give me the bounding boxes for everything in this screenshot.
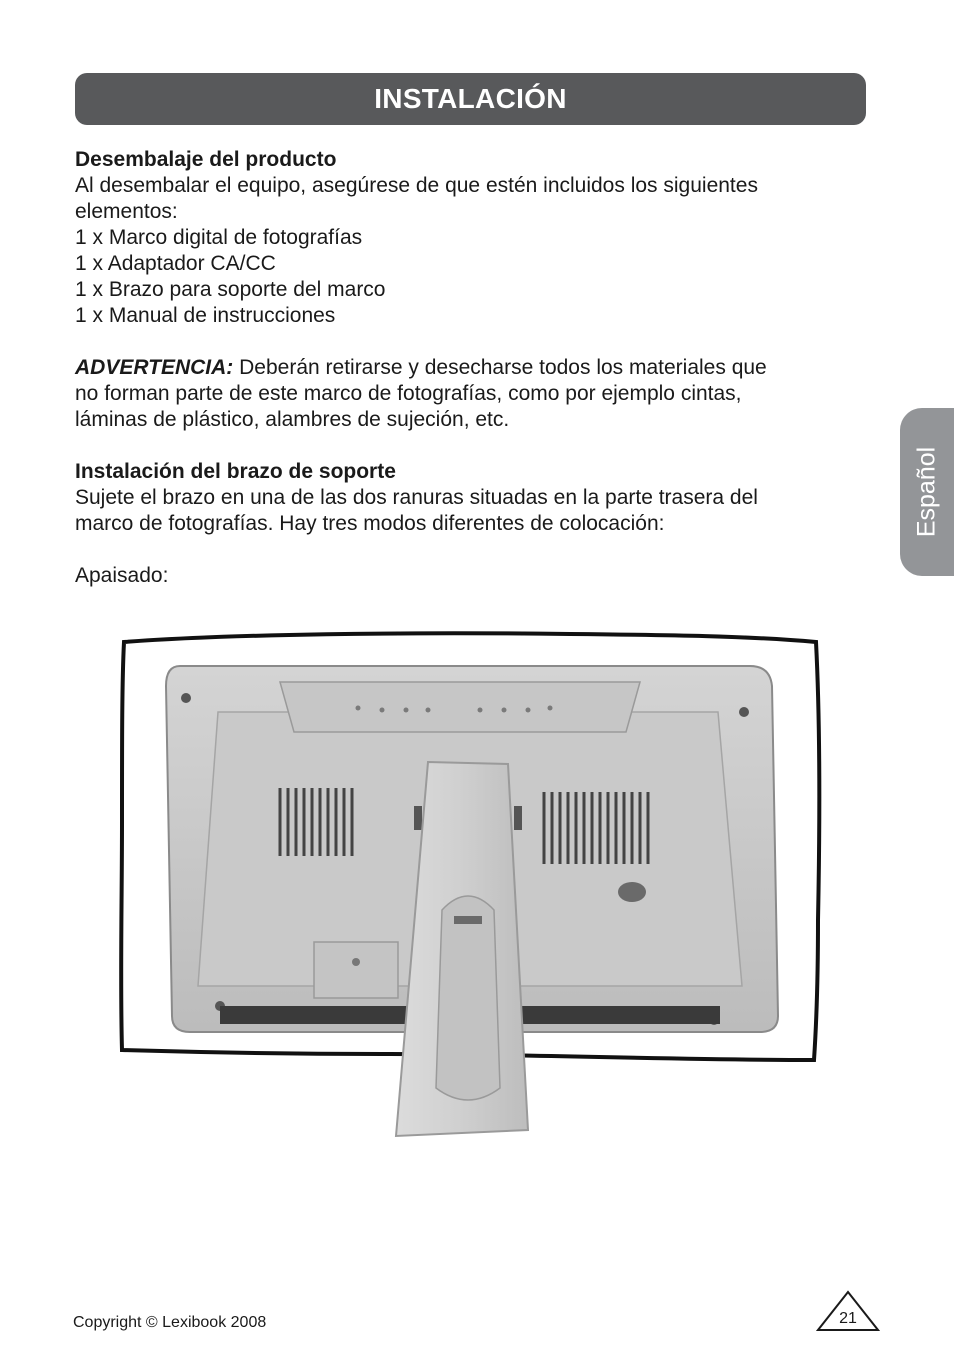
warning-text-line-3: láminas de plástico, alambres de sujeción, etc.	[75, 408, 510, 431]
page-content	[75, 147, 865, 589]
stand-text-line-1: Sujete el brazo en una de las dos ranuras situadas en la parte trasera del	[75, 486, 758, 509]
photo-frame-illustration	[110, 620, 830, 1160]
page-number-badge	[816, 1290, 880, 1332]
landscape-mode-label: Apaisado:	[75, 564, 169, 587]
list-item: 1 x Marco digital de fotografías	[75, 226, 363, 249]
language-tab	[900, 408, 954, 576]
warning-text-line-2: no forman parte de este marco de fotografías, como por ejemplo cintas,	[75, 382, 742, 405]
stand-heading: Instalación del brazo de soporte	[75, 460, 396, 483]
warning-text-line-1: Deberán retirarse y desecharse todos los materiales que	[233, 356, 767, 379]
unpacking-intro-line-1: Al desembalar el equipo, asegúrese de que estén incluidos los siguientes	[75, 174, 758, 197]
stand-text-line-2: marco de fotografías. Hay tres modos diferentes de colocación:	[75, 512, 665, 535]
unpacking-intro-line-2: elementos:	[75, 200, 178, 223]
page-title: INSTALACIÓN	[374, 83, 567, 114]
photo-frame-back-image	[110, 620, 830, 1160]
unpacking-heading: Desembalaje del producto	[75, 148, 337, 171]
warning-paragraph	[75, 355, 865, 381]
footer-copyright: Copyright © Lexibook 2008	[73, 1314, 267, 1331]
list-item: 1 x Manual de instrucciones	[75, 304, 336, 327]
page-number: 21	[839, 1310, 857, 1327]
section-title-bar	[75, 73, 866, 125]
language-tab-label: Español	[912, 446, 941, 538]
warning-label: ADVERTENCIA:	[75, 356, 234, 379]
list-item: 1 x Adaptador CA/CC	[75, 252, 276, 275]
list-item: 1 x Brazo para soporte del marco	[75, 278, 386, 301]
